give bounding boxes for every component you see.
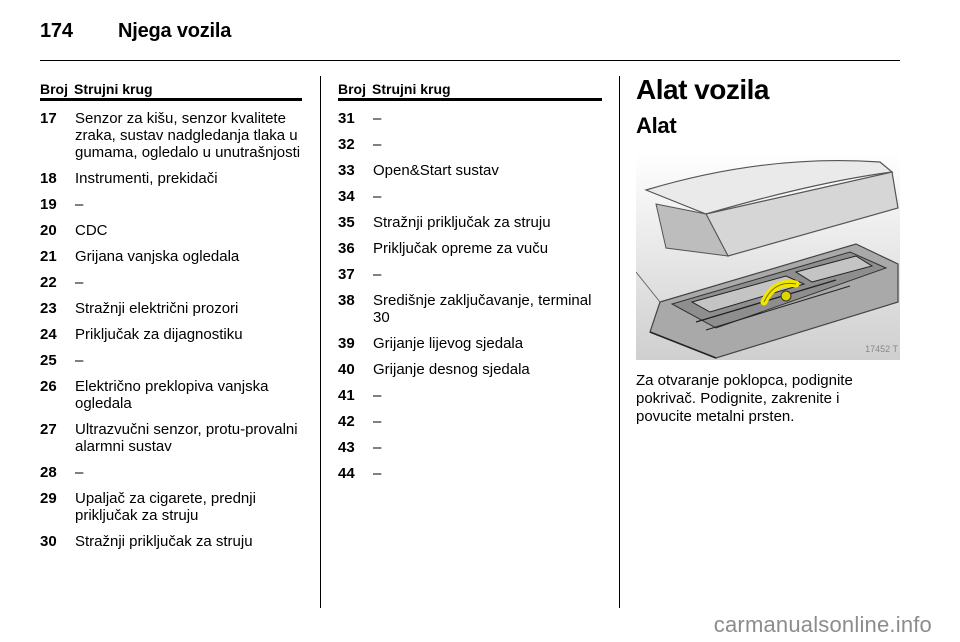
figure-id: 17452 T xyxy=(865,344,898,354)
circuit-description: – xyxy=(373,188,382,205)
fuse-number: 23 xyxy=(40,300,57,317)
fuse-number: 27 xyxy=(40,421,57,438)
circuit-description: Ultrazvučni senzor, protu-provalni alarmni sustav xyxy=(75,421,298,455)
fuse-number: 39 xyxy=(338,335,355,352)
figure-caption: Za otvaranje poklopca, podignite pokrivač. Podignite, zakrenite i povucite metalni prsten. xyxy=(636,372,853,425)
table-row xyxy=(338,387,602,404)
circuit-description: Stražnji električni prozori xyxy=(75,300,239,317)
table-row xyxy=(40,170,302,187)
col-header-number: Broj xyxy=(338,81,366,97)
circuit-description: – xyxy=(75,464,84,481)
fuse-number: 30 xyxy=(40,533,57,550)
col-header-circuit: Strujni krug xyxy=(372,81,451,97)
table-row xyxy=(338,240,602,257)
fuse-number: 43 xyxy=(338,439,355,456)
circuit-description: Stražnji priključak za struju xyxy=(373,214,551,231)
circuit-description: – xyxy=(75,352,84,369)
circuit-description: CDC xyxy=(75,222,108,239)
table-body xyxy=(338,110,602,482)
table-row xyxy=(40,274,302,291)
fuse-number: 21 xyxy=(40,248,57,265)
circuit-description: Upaljač za cigarete, prednji priključak za struju xyxy=(75,490,256,524)
circuit-description: Priključak opreme za vuču xyxy=(373,240,549,257)
table-header xyxy=(338,80,602,98)
table-row xyxy=(338,188,602,205)
fuse-number: 40 xyxy=(338,361,355,378)
table-row xyxy=(338,266,602,283)
table-row xyxy=(40,464,302,481)
fuse-number: 20 xyxy=(40,222,57,239)
table-row xyxy=(338,465,602,482)
fuse-number: 38 xyxy=(338,292,355,309)
table-row xyxy=(40,326,302,343)
table-row xyxy=(40,421,302,455)
fuse-number: 37 xyxy=(338,266,355,283)
fuse-number: 24 xyxy=(40,326,57,343)
header-rule xyxy=(40,60,900,61)
watermark-text: carmanualsonline.info xyxy=(713,612,932,637)
circuit-description: Električno preklopiva vanjska ogledala xyxy=(75,378,269,412)
circuit-description: – xyxy=(75,274,84,291)
fuse-number: 29 xyxy=(40,490,57,507)
table-row xyxy=(40,352,302,369)
table-row xyxy=(40,196,302,213)
fuse-number: 18 xyxy=(40,170,57,187)
table-row xyxy=(338,110,602,127)
page-header xyxy=(40,20,231,43)
table-header xyxy=(40,80,302,98)
page-number: 174 xyxy=(40,20,73,42)
fuse-table-right xyxy=(338,80,602,482)
table-row xyxy=(40,110,302,161)
table-row xyxy=(40,300,302,317)
table-row xyxy=(40,378,302,412)
circuit-description: Priključak za dijagnostiku xyxy=(75,326,243,343)
section-title: Alat vozila xyxy=(636,74,769,105)
fuse-table-left xyxy=(40,80,302,550)
table-header-rule xyxy=(338,98,602,101)
circuit-description: – xyxy=(373,110,382,127)
col-header-number: Broj xyxy=(40,81,68,97)
fuse-number: 42 xyxy=(338,413,355,430)
table-row xyxy=(338,292,602,326)
vehicle-tools-section xyxy=(636,74,906,426)
fuse-number: 36 xyxy=(338,240,355,257)
circuit-description: – xyxy=(373,465,382,482)
fuse-number: 35 xyxy=(338,214,355,231)
table-row xyxy=(40,222,302,239)
fuse-number: 25 xyxy=(40,352,57,369)
fuse-number: 17 xyxy=(40,110,57,127)
tool-compartment-illustration xyxy=(636,152,900,360)
table-row xyxy=(40,248,302,265)
table-row xyxy=(40,490,302,524)
table-body xyxy=(40,110,302,550)
table-row xyxy=(338,214,602,231)
circuit-description: Grijanje desnog sjedala xyxy=(373,361,530,378)
table-row xyxy=(338,162,602,179)
page-title: Njega vozila xyxy=(118,20,232,42)
fuse-number: 41 xyxy=(338,387,355,404)
column-divider-1 xyxy=(320,76,321,608)
fuse-number: 32 xyxy=(338,136,355,153)
circuit-description: Open&Start sustav xyxy=(373,162,499,179)
circuit-description: Instrumenti, prekidači xyxy=(75,170,218,187)
fuse-number: 26 xyxy=(40,378,57,395)
col-header-circuit: Strujni krug xyxy=(74,81,153,97)
table-row xyxy=(338,361,602,378)
fuse-number: 28 xyxy=(40,464,57,481)
circuit-description: Grijanje lijevog sjedala xyxy=(373,335,524,352)
table-row xyxy=(338,413,602,430)
fuse-number: 19 xyxy=(40,196,57,213)
circuit-description: Senzor za kišu, senzor kvalitete zraka, sustav nadgledanja tlaka u gumama, ogledalo u unutrašnjosti xyxy=(75,110,301,161)
circuit-description: Stražnji priključak za struju xyxy=(75,533,253,550)
circuit-description: – xyxy=(373,413,382,430)
fuse-number: 31 xyxy=(338,110,355,127)
column-divider-2 xyxy=(619,76,620,608)
trunk-floor-drawing xyxy=(636,152,900,360)
circuit-description: – xyxy=(373,387,382,404)
fuse-number: 22 xyxy=(40,274,57,291)
table-row xyxy=(338,335,602,352)
circuit-description: – xyxy=(373,439,382,456)
circuit-description: – xyxy=(373,266,382,283)
table-row xyxy=(40,533,302,550)
circuit-description: – xyxy=(75,196,84,213)
fuse-number: 44 xyxy=(338,465,355,482)
table-row xyxy=(338,136,602,153)
table-header-rule xyxy=(40,98,302,101)
circuit-description: – xyxy=(373,136,382,153)
circuit-description: Grijana vanjska ogledala xyxy=(75,248,240,265)
subsection-title: Alat xyxy=(636,113,677,138)
fuse-number: 33 xyxy=(338,162,355,179)
fuse-number: 34 xyxy=(338,188,355,205)
circuit-description: Središnje zaključavanje, terminal 30 xyxy=(373,292,592,326)
table-row xyxy=(338,439,602,456)
